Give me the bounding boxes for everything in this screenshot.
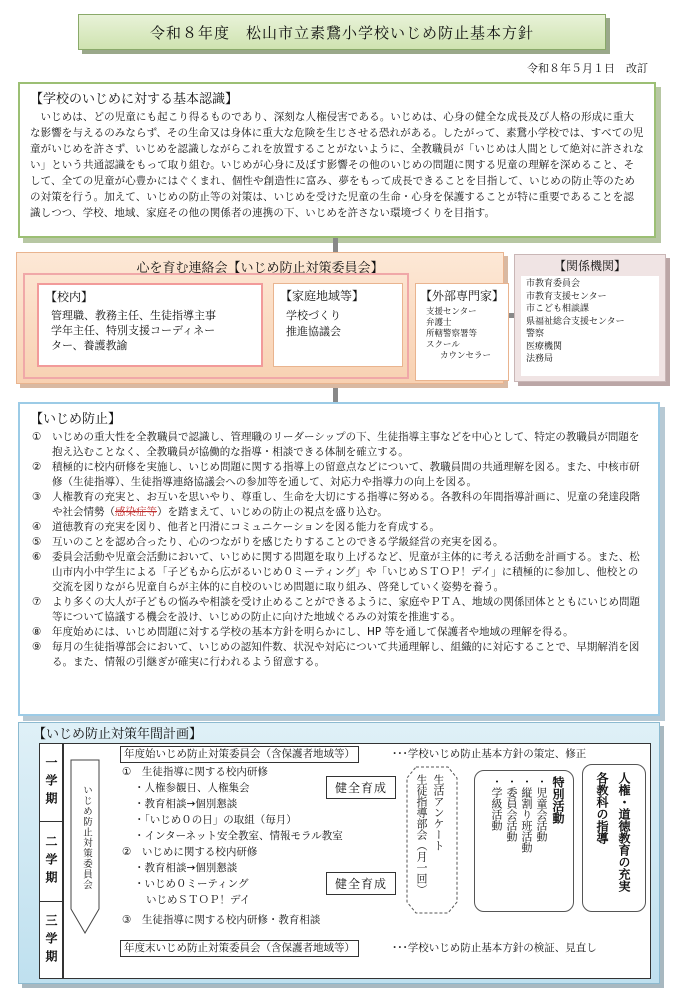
plan-line: ② いじめに関する校内研修 xyxy=(122,846,258,858)
inschool-line: 学年主任、特別支援コーディネー xyxy=(51,324,216,337)
family-heading: 【家庭地域等】 xyxy=(280,289,365,303)
term-3: 三学期 xyxy=(44,913,58,968)
council-box xyxy=(16,252,504,384)
end-note: ･･･学校いじめ防止基本方針の検証、見直し xyxy=(392,942,597,954)
page-title-text: 令和８年度 松山市立素鵞小学校いじめ防止基本方針 xyxy=(149,23,534,42)
related-item: 医療機関 xyxy=(526,341,563,352)
related-item: 市教育支援センター xyxy=(526,291,607,302)
prevention-item: ⑦ より多くの大人が子どもの悩みや相談を受け止めることができるように、家庭やＰＴＡ、地域の関係団体とともにいじめ問題等について協議する機会を設け、いじめの防止に向けた地域ぐるみの対策を推進する。 xyxy=(32,596,640,623)
prevention-heading: 【いじめ防止】 xyxy=(30,412,122,427)
inschool-line: 管理職、教務主任、生徒指導主事 xyxy=(51,309,216,322)
prevention-item: ① いじめの重大性を全教職員で認識し、管理職のリーダーシップの下、生徒指導主事などを中心として、特定の教職員が問題を抱え込むことなく、全教職員が協働的な指導・相談できる体制を確立する。 xyxy=(32,431,640,458)
end-meeting: 年度末いじめ防止対策委員会（含保護者地域等） xyxy=(120,940,359,957)
related-item: 警察 xyxy=(526,329,545,339)
expert-heading: 【外部専門家】 xyxy=(420,289,505,303)
prevention-item: ④ 道徳教育の充実を図り、他者と円滑にコミュニケーションを図る能力を育成する。 xyxy=(32,521,440,533)
term-column xyxy=(39,743,63,979)
plan-main-area xyxy=(63,743,651,979)
expert-line: カウンセラー xyxy=(440,351,492,361)
human-rights-box xyxy=(582,764,646,912)
plan-line: ・インターネット安全教室、情報モラル教室 xyxy=(134,830,343,842)
prevention-item: ⑧ 年度始めには、いじめ問題に対する学校の基本方針を明らかにし、HP 等を通して保護者や地域の理解を得る。 xyxy=(32,626,574,638)
plan-line: ・教育相談→個別懇談 xyxy=(134,798,238,810)
expert-line: 弁護士 xyxy=(426,318,452,328)
related-item: 県福祉総合支援センター xyxy=(526,316,625,327)
plan-line: ③ 生徒指導に関する校内研修・教育相談 xyxy=(122,914,321,926)
expert-box xyxy=(415,283,509,381)
annual-plan-heading: 【いじめ防止対策年間計画】 xyxy=(33,727,203,742)
plan-line: いじめＳＴＯＰ！デイ xyxy=(146,894,251,906)
related-heading: 【関係機関】 xyxy=(553,259,626,273)
survey-label: 生活アンケート xyxy=(432,774,445,851)
inschool-heading: 【校内】 xyxy=(45,290,94,304)
family-line: 推進協議会 xyxy=(286,325,341,338)
related-item: 法務局 xyxy=(526,354,554,364)
expert-line: スクール xyxy=(426,340,460,350)
prevention-item: ⑤ 互いのことを認め合ったり、心のつながりを感じたりすることのできる学級経営の充実を図る。 xyxy=(32,536,504,548)
special-activity-item: ・縦割り班活動 xyxy=(520,776,533,853)
connector-line xyxy=(333,238,338,252)
start-meeting: 年度始いじめ防止対策委員会（含保護者地域等） xyxy=(120,746,359,763)
healthy-development-label: 健全育成 xyxy=(326,872,396,895)
healthy-development-label: 健全育成 xyxy=(326,776,396,799)
guidance-meeting-label: 生徒指導部会（月一回） xyxy=(415,774,428,895)
basic-recognition-text: いじめは、どの児童にも起こり得るものであり、深刻な人権侵害である。いじめは、心身の健全な成長及び人格の形成に重大な影響を与えるのみならず、その生命又は身体に重大な危険を生じさせる恐れがある。したがって、素鵞小学校では、すべての児童がいじめを許さず、いじめを認識しながらこれを放置することがないように、全教職員が「いじめは人間として絶対に許されない」という共通認識をもって取り組む。いじめが心身に及ぼす影響その他のいじめの問題に関する児童の理解を深めること、そして、全ての児童が心豊かにはぐくまれ、個性や創造性に富み、夢をもって成長できることを目指して、いじめの防止等のための対策を行う。加えて、いじめの防止等の対策は、いじめを受けた児童の生命・心身を保護することが特に重要であることを認識しつつ、学校、地域、家庭その他の関係者の連携の下、いじめを許さない環境づくりを目指す。 xyxy=(30,111,644,219)
plan-line: ・人権参観日、人権集会 xyxy=(134,782,250,794)
inschool-box xyxy=(37,283,263,367)
subjects-guidance-label: 各教科の指導 xyxy=(595,772,609,844)
basic-recognition-box xyxy=(18,82,656,238)
special-activity-item: ・委員会活動 xyxy=(505,776,518,842)
plan-line: ・「いじめ０の日」の取組（毎月） xyxy=(134,814,297,826)
plan-line: ・いじめ０ミーティング xyxy=(134,878,249,890)
term-1: 一学期 xyxy=(40,744,62,822)
term-2: 二学期 xyxy=(40,822,62,902)
basic-recognition-heading: 【学校のいじめに対する基本認識】 xyxy=(30,92,239,107)
family-line: 学校づくり xyxy=(286,309,341,322)
page-title xyxy=(78,14,606,50)
expert-line: 支援センター xyxy=(426,307,477,317)
arrow-label: いじめ防止対策委員会 xyxy=(81,785,92,890)
special-activity-item: ・学級活動 xyxy=(490,776,503,831)
revision-date: 令和８年５月１日 改訂 xyxy=(527,62,648,75)
prevention-item: ⑨ 毎月の生徒指導部会において、いじめの認知件数、状況や対応について共通理解し、組織的に対応することで、早期解消を図る。また、情報の引継ぎが確実に行われるよう留意する。 xyxy=(32,641,640,668)
special-activities-title: 特別活動 xyxy=(551,776,565,824)
related-list xyxy=(521,276,659,376)
prevention-box xyxy=(18,402,660,716)
related-institutions-box xyxy=(514,254,666,382)
special-activity-item: ・児童会活動 xyxy=(535,776,548,842)
prevention-item: ⑥ 委員会活動や児童会活動において、いじめに関する問題を取り上げるなど、児童が主体的に考える活動を計画する。また、松山市内小中学生による「子どもから広がるいじめ０ミーティング」や「いじめＳＴＯＰ！デイ」に積極的に参加し、他校との交流を図りながら児童自らが主体的に自校のいじめ問題に取り組み、啓発していく姿勢を養う。 xyxy=(32,551,640,593)
plan-line: ① 生徒指導に関する校内研修 xyxy=(122,766,268,778)
plan-line: ・教育相談→個別懇談 xyxy=(134,862,238,874)
family-community-box xyxy=(273,283,403,367)
related-item: 市教育委員会 xyxy=(526,279,581,289)
start-note: ･･･学校いじめ防止基本方針の策定、修正 xyxy=(392,748,587,760)
struck-text: 感染症等 xyxy=(115,506,157,518)
council-title: 心を育む連絡会【いじめ防止対策委員会】 xyxy=(136,261,384,276)
connector-line xyxy=(333,384,338,402)
human-rights-label: 人権・道徳教育の充実 xyxy=(617,772,631,892)
annual-plan-box xyxy=(18,722,660,984)
related-item: 市こども相談課 xyxy=(526,304,590,314)
expert-line: 所轄警察署等 xyxy=(426,329,478,339)
inschool-line: ター、養護教諭 xyxy=(51,339,128,352)
prevention-item: ③ 人権教育の充実と、お互いを思いやり、尊重し、生命を大切にする指導に努める。各教科の年間指導計画に、児童の発達段階や社会情勢（感染症等）を踏まえて、いじめの防止の視点を盛り込む。 xyxy=(32,491,640,518)
prevention-item: ② 積極的に校内研修を実施し、いじめ問題に関する指導上の留意点などについて、教職員間の共通理解を図る。また、中核市研修（生徒指導）、生徒指導連絡協議会への参加等を通して、対応力や指導力の向上を図る。 xyxy=(32,461,640,488)
